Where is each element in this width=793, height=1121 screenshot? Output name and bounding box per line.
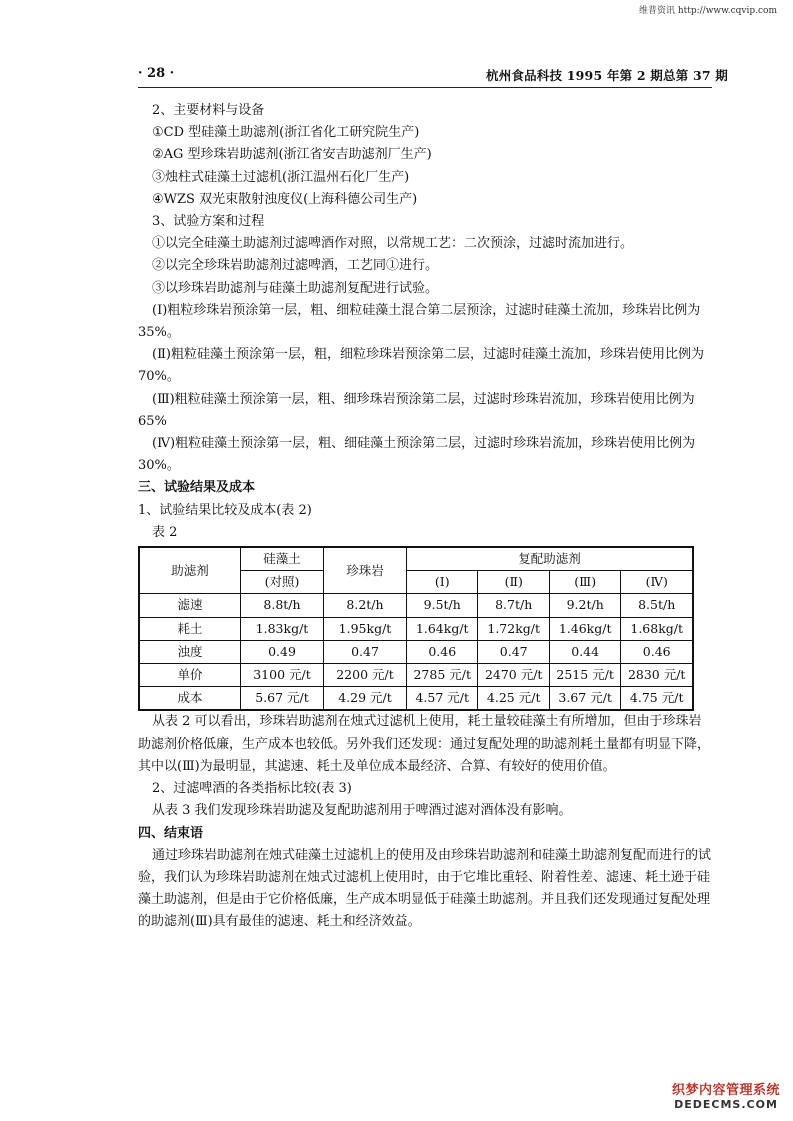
table-cell: 0.46 <box>621 640 693 663</box>
logo-title: 织梦内容管理系统 <box>671 1083 780 1098</box>
header-perlite: 珍珠岩 <box>324 547 407 594</box>
table-cell: 1.95kg/t <box>324 617 407 640</box>
table-cell: 0.49 <box>241 640 324 663</box>
dedecms-logo <box>667 1079 785 1111</box>
table-cell: 8.7t/h <box>478 594 549 617</box>
table-cell: 8.2t/h <box>324 594 407 617</box>
table-cell: 2470 元/t <box>478 664 549 687</box>
material-item-3: ③烛柱式硅藻土过滤机(浙江温州石化厂生产) <box>152 169 410 185</box>
header-compound: 复配助滤剂 <box>407 547 694 571</box>
table-cell: 0.46 <box>407 640 478 663</box>
material-item-4: ④WZS 双光束散射浊度仪(上海科德公司生产) <box>152 191 418 207</box>
journal-header: 杭州食品科技 1995 年第 2 期总第 37 期 <box>486 68 728 83</box>
results-table <box>138 546 694 711</box>
table-row <box>139 664 693 687</box>
table-cell: 8.8t/h <box>241 594 324 617</box>
table-cell: 9.2t/h <box>549 594 620 617</box>
table-cell: 4.57 元/t <box>407 687 478 711</box>
table-cell: 1.46kg/t <box>549 617 620 640</box>
row-label: 滤速 <box>139 594 241 617</box>
table-cell: 4.75 元/t <box>621 687 693 711</box>
part-3-title: 三、试验结果及成本 <box>138 480 256 496</box>
table-cell: 8.5t/h <box>621 594 693 617</box>
table-header-row <box>139 547 693 571</box>
section-2-title: 2、主要材料与设备 <box>152 103 265 118</box>
conclusion-paragraph: 通过珍珠岩助滤剂在烛式硅藻土过滤机上的使用及由珍珠岩助滤剂和硅藻土助滤剂复配而进行的试验，我们认为珍珠岩助滤剂在烛式过滤机上使用时，由于它堆比重轻、附着性差、滤速、耗土逊于硅藻土助滤剂，但是由于它价格低廉，生产成本明显低于硅藻土助滤剂。并且我们还发现通过复配处理的助滤剂(Ⅲ)具有最佳的滤速、耗土和经济效益。 <box>138 847 712 930</box>
table-cell: 2830 元/t <box>621 664 693 687</box>
header-compound-4: (Ⅳ) <box>621 571 693 594</box>
table-cell: 9.5t/h <box>407 594 478 617</box>
case-2: (Ⅱ)粗粒硅藻土预涂第一层，粗，细粒珍珠岩预涂第二层，过滤时硅藻土流加，珍珠岩使用比例为 70%。 <box>138 347 704 385</box>
discussion-paragraph-2: 从表 3 我们发现珍珠岩助滤及复配助滤剂用于啤酒过滤对酒体没有影响。 <box>152 803 572 819</box>
plan-item-3: ③以珍珠岩助滤剂与硅藻土助滤剂复配进行试验。 <box>152 280 439 296</box>
case-3: (Ⅲ)粗粒硅藻土预涂第一层，粗、细珍珠岩预涂第二层，过滤时珍珠岩流加，珍珠岩使用比例为 65% <box>138 391 695 429</box>
table-cell: 0.47 <box>324 640 407 663</box>
header-diatomite-control: (对照) <box>241 571 324 594</box>
plan-item-1: ①以完全硅藻土助滤剂过滤啤酒作对照，以常规工艺：二次预涂，过滤时流加进行。 <box>152 236 634 252</box>
table-cell: 1.64kg/t <box>407 617 478 640</box>
table-row <box>139 640 693 663</box>
article-body <box>138 100 712 934</box>
header-compound-3: (Ⅲ) <box>549 571 620 594</box>
table-cell: 4.25 元/t <box>478 687 549 711</box>
page-number: · 28 · <box>138 66 175 81</box>
row-label: 耗土 <box>139 617 241 640</box>
header-compound-2: (Ⅱ) <box>478 571 549 594</box>
header-diatomite: 硅藻土 <box>241 547 324 571</box>
table-cell: 0.44 <box>549 640 620 663</box>
top-watermark: 维普资讯 http://www.cqvip.com <box>638 6 777 16</box>
case-1: (Ⅰ)粗粒珍珠岩预涂第一层，粗、细粒硅藻土混合第二层预涂，过滤时硅藻土流加，珍珠岩比例为 35%。 <box>138 302 701 341</box>
plan-item-2: ②以完全珍珠岩助滤剂过滤啤酒，工艺同①进行。 <box>152 258 439 274</box>
table-cell: 1.72kg/t <box>478 617 549 640</box>
table-cell: 1.83kg/t <box>241 617 324 640</box>
table-cell: 2785 元/t <box>407 664 478 687</box>
case-4: (Ⅳ)粗粒硅藻土预涂第一层，粗、细硅藻土预涂第二层，过滤时珍珠岩流加，珍珠岩使用比例为 30%。 <box>138 436 696 474</box>
table-cell: 2200 元/t <box>324 664 407 687</box>
part-4-title: 四、结束语 <box>138 825 204 841</box>
table-cell: 2515 元/t <box>549 664 620 687</box>
row-label: 单价 <box>139 664 241 687</box>
table-row <box>139 687 693 711</box>
header-filter-aid: 助滤剂 <box>139 547 241 594</box>
logo-domain: DEDECMS.COM <box>674 1098 778 1111</box>
table-caption: 表 2 <box>152 524 178 540</box>
table-cell: 1.68kg/t <box>621 617 693 640</box>
material-item-2: ②AG 型珍珠岩助滤剂(浙江省安吉助滤剂厂生产) <box>152 147 432 163</box>
table-cell: 3100 元/t <box>241 664 324 687</box>
table-cell: 5.67 元/t <box>241 687 324 711</box>
table-cell: 3.67 元/t <box>549 687 620 711</box>
subsection-1-title: 1、试验结果比较及成本(表 2) <box>138 502 312 518</box>
table-row <box>139 594 693 617</box>
header-rule <box>138 87 712 88</box>
table-cell: 0.47 <box>478 640 549 663</box>
section-3-title: 3、试验方案和过程 <box>152 214 265 230</box>
row-label: 浊度 <box>139 640 241 663</box>
subsection-2-title: 2、过滤啤酒的各类指标比较(表 3) <box>152 781 352 797</box>
table-row <box>139 617 693 640</box>
discussion-paragraph-1: 从表 2 可以看出，珍珠岩助滤剂在烛式过滤机上使用，耗土量较硅藻土有所增加，但由于珍珠岩助滤剂价格低廉，生产成本也较低。另外我们还发现：通过复配处理的助滤剂耗土量都有明显下降，其中以(Ⅲ)为最明显，其滤速、耗土及单位成本最经济、合算、有较好的使用价值。 <box>138 714 711 774</box>
material-item-1: ①CD 型硅藻土助滤剂(浙江省化工研究院生产) <box>152 125 420 141</box>
header-compound-1: (Ⅰ) <box>407 571 478 594</box>
table-cell: 4.29 元/t <box>324 687 407 711</box>
row-label: 成本 <box>139 687 241 711</box>
